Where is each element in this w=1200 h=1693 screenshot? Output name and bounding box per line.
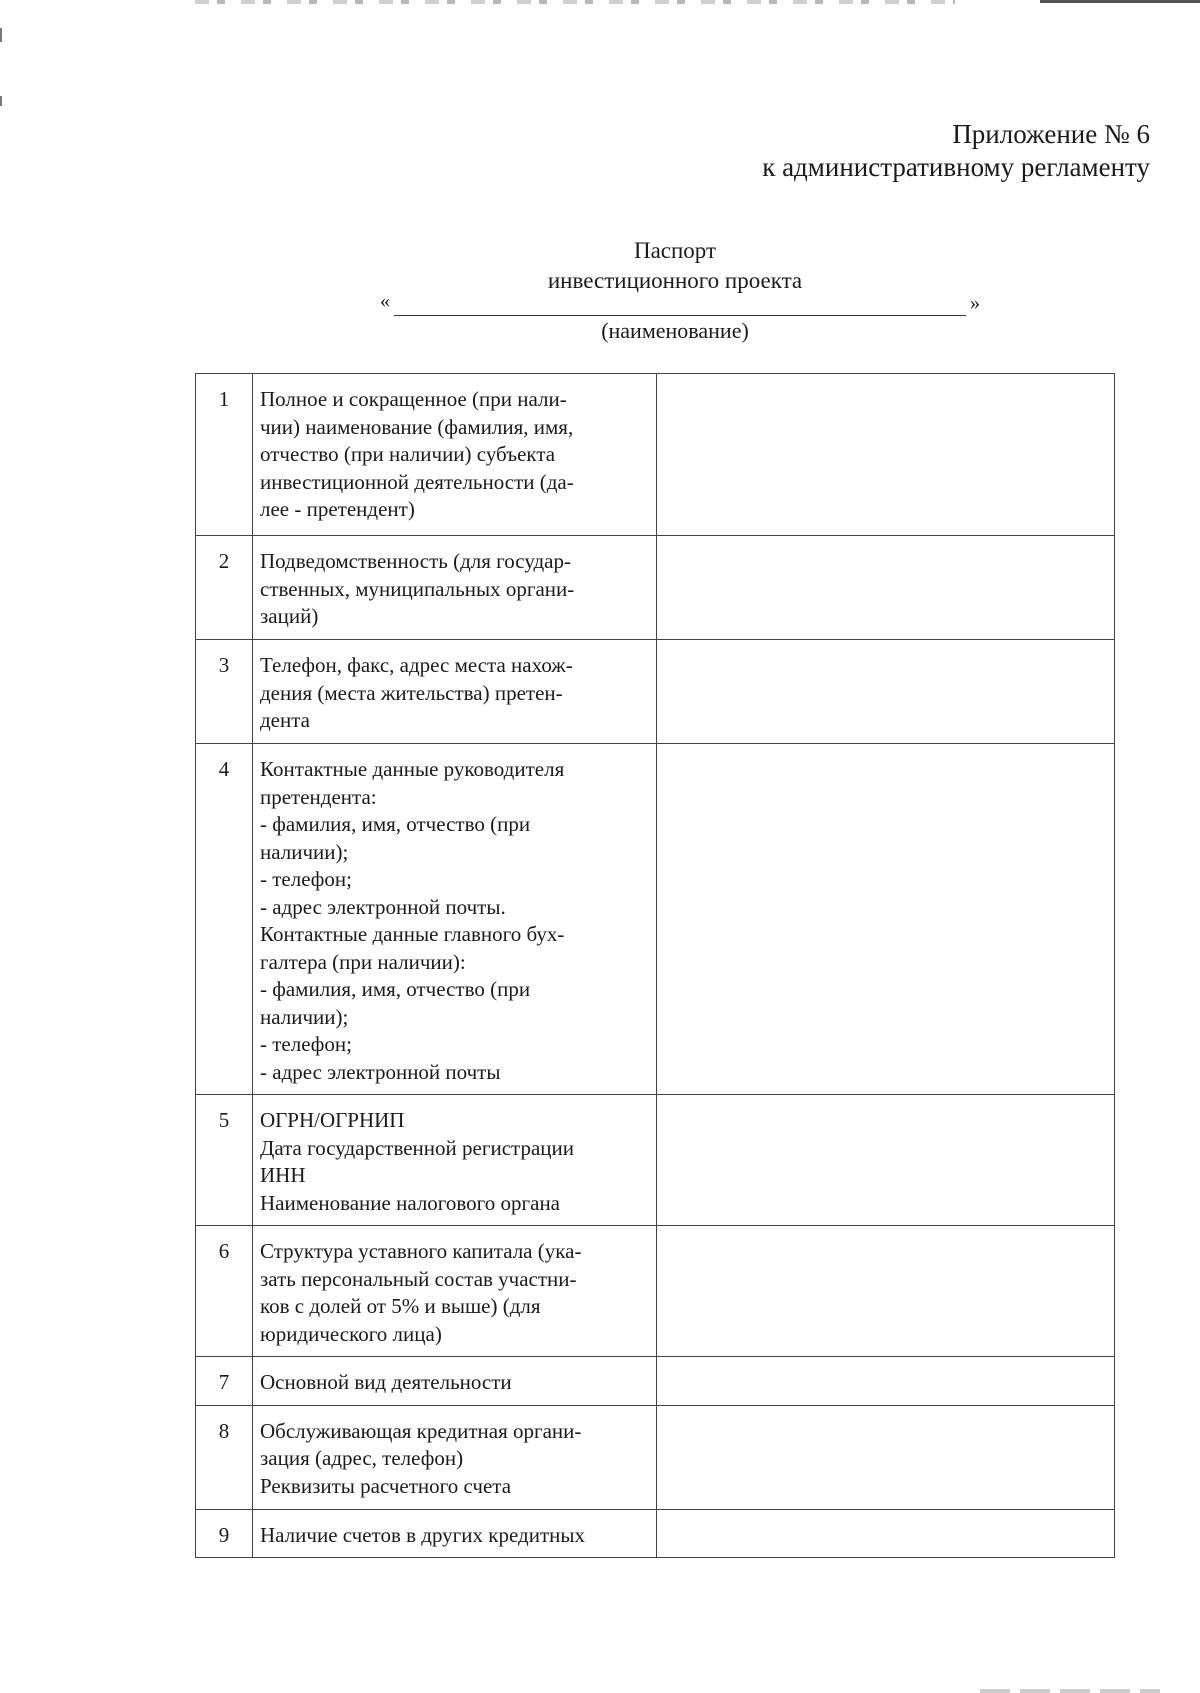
description-line: дения (места жительства) претен- xyxy=(260,680,563,705)
description-line: Подведомственность (для государ- xyxy=(260,549,571,573)
description-line: Структура уставного капитала (ука- xyxy=(260,1239,582,1263)
description-line: Дата государственной регистрации xyxy=(260,1135,574,1160)
table-row xyxy=(196,1405,1115,1509)
table-row xyxy=(196,640,1115,744)
description-line: - фамилия, имя, отчество (при xyxy=(260,812,531,836)
row-description xyxy=(253,1405,657,1509)
description-line: - телефон; xyxy=(260,1032,352,1056)
description-line: лее - претендент) xyxy=(260,497,415,521)
description-line: Телефон, факс, адрес места нахож- xyxy=(260,653,573,677)
table-row xyxy=(196,1509,1115,1558)
row-value-field xyxy=(657,1226,1115,1357)
description-line: ственных, муниципальных органи- xyxy=(260,576,575,601)
row-number: 9 xyxy=(196,1509,253,1558)
row-value-field xyxy=(657,1095,1115,1226)
description-line: - адрес электронной почты xyxy=(260,1059,501,1084)
description-line: - телефон; xyxy=(260,867,352,891)
table-row xyxy=(196,374,1115,536)
description-line: отчество (при наличии) субъекта xyxy=(260,442,556,466)
row-number: 6 xyxy=(196,1226,253,1357)
scan-artifact-top-right xyxy=(1040,0,1200,3)
row-value-field xyxy=(657,1405,1115,1509)
row-number: 5 xyxy=(196,1095,253,1226)
scan-artifact-left xyxy=(0,28,2,42)
description-line: зация (адрес, телефон) xyxy=(260,1446,464,1470)
table-row xyxy=(196,1095,1115,1226)
table-row xyxy=(196,1226,1115,1357)
quote-close: » xyxy=(970,292,980,314)
description-line: Наличие счетов в других кредитных xyxy=(260,1522,585,1547)
scan-artifact-top xyxy=(195,0,955,4)
title-line-1: Паспорт xyxy=(633,238,717,263)
scan-artifact-left xyxy=(0,96,2,106)
description-line: Контактные данные главного бух- xyxy=(260,922,565,946)
row-description xyxy=(253,1357,657,1406)
row-description xyxy=(253,1509,657,1558)
row-number: 7 xyxy=(196,1357,253,1406)
row-value-field xyxy=(657,536,1115,640)
description-line: наличии); xyxy=(260,1004,349,1029)
document-title xyxy=(0,236,1200,296)
description-line: дента xyxy=(260,708,310,732)
row-number: 4 xyxy=(196,744,253,1095)
passport-table xyxy=(195,373,1115,1558)
description-line: Реквизиты расчетного счета xyxy=(260,1473,512,1498)
description-line: Полное и сокращенное (при нали- xyxy=(260,387,567,411)
name-caption: (наименование) xyxy=(601,318,749,343)
row-description xyxy=(253,536,657,640)
scan-artifact-bottom xyxy=(980,1689,1160,1693)
description-line: юридического лица) xyxy=(260,1321,442,1346)
table-row xyxy=(196,1357,1115,1406)
row-description xyxy=(253,640,657,744)
row-value-field xyxy=(657,374,1115,536)
project-name-blank xyxy=(380,290,980,320)
row-value-field xyxy=(657,1509,1115,1558)
appendix-reference: к административному регламенту xyxy=(762,152,1150,182)
row-number: 2 xyxy=(196,536,253,640)
description-line: зать персональный состав участни- xyxy=(260,1266,577,1291)
row-value-field xyxy=(657,744,1115,1095)
passport-table-body xyxy=(196,374,1115,1558)
description-line: заций) xyxy=(260,604,319,628)
description-line: Основной вид деятельности xyxy=(260,1370,512,1394)
row-number: 3 xyxy=(196,640,253,744)
description-line: чии) наименование (фамилия, имя, xyxy=(260,414,574,439)
description-line: Контактные данные руководителя xyxy=(260,757,565,781)
row-value-field xyxy=(657,640,1115,744)
description-line: инвестиционной деятельности (да- xyxy=(260,469,574,494)
description-line: Наименование налогового органа xyxy=(260,1190,560,1215)
description-line: ков с долей от 5% и выше) (для xyxy=(260,1294,541,1318)
description-line: Обслуживающая кредитная органи- xyxy=(260,1418,582,1443)
name-underline xyxy=(394,315,966,316)
quote-open: « xyxy=(380,290,390,312)
row-description xyxy=(253,1095,657,1226)
description-line: наличии); xyxy=(260,839,349,864)
row-description xyxy=(253,744,657,1095)
row-value-field xyxy=(657,1357,1115,1406)
description-line: - фамилия, имя, отчество (при xyxy=(260,977,531,1001)
row-description xyxy=(253,374,657,536)
table-row xyxy=(196,536,1115,640)
row-description xyxy=(253,1226,657,1357)
appendix-number: Приложение № 6 xyxy=(952,119,1150,149)
row-number: 1 xyxy=(196,374,253,536)
title-line-2: инвестиционного проекта xyxy=(547,268,803,293)
description-line: галтера (при наличии): xyxy=(260,949,466,974)
description-line: - адрес электронной почты. xyxy=(260,894,506,919)
description-line: ИНН xyxy=(260,1163,306,1187)
row-number: 8 xyxy=(196,1405,253,1509)
appendix-header xyxy=(762,118,1150,184)
description-line: ОГРН/ОГРНИП xyxy=(260,1108,405,1132)
table-row xyxy=(196,744,1115,1095)
description-line: претендента: xyxy=(260,784,377,809)
